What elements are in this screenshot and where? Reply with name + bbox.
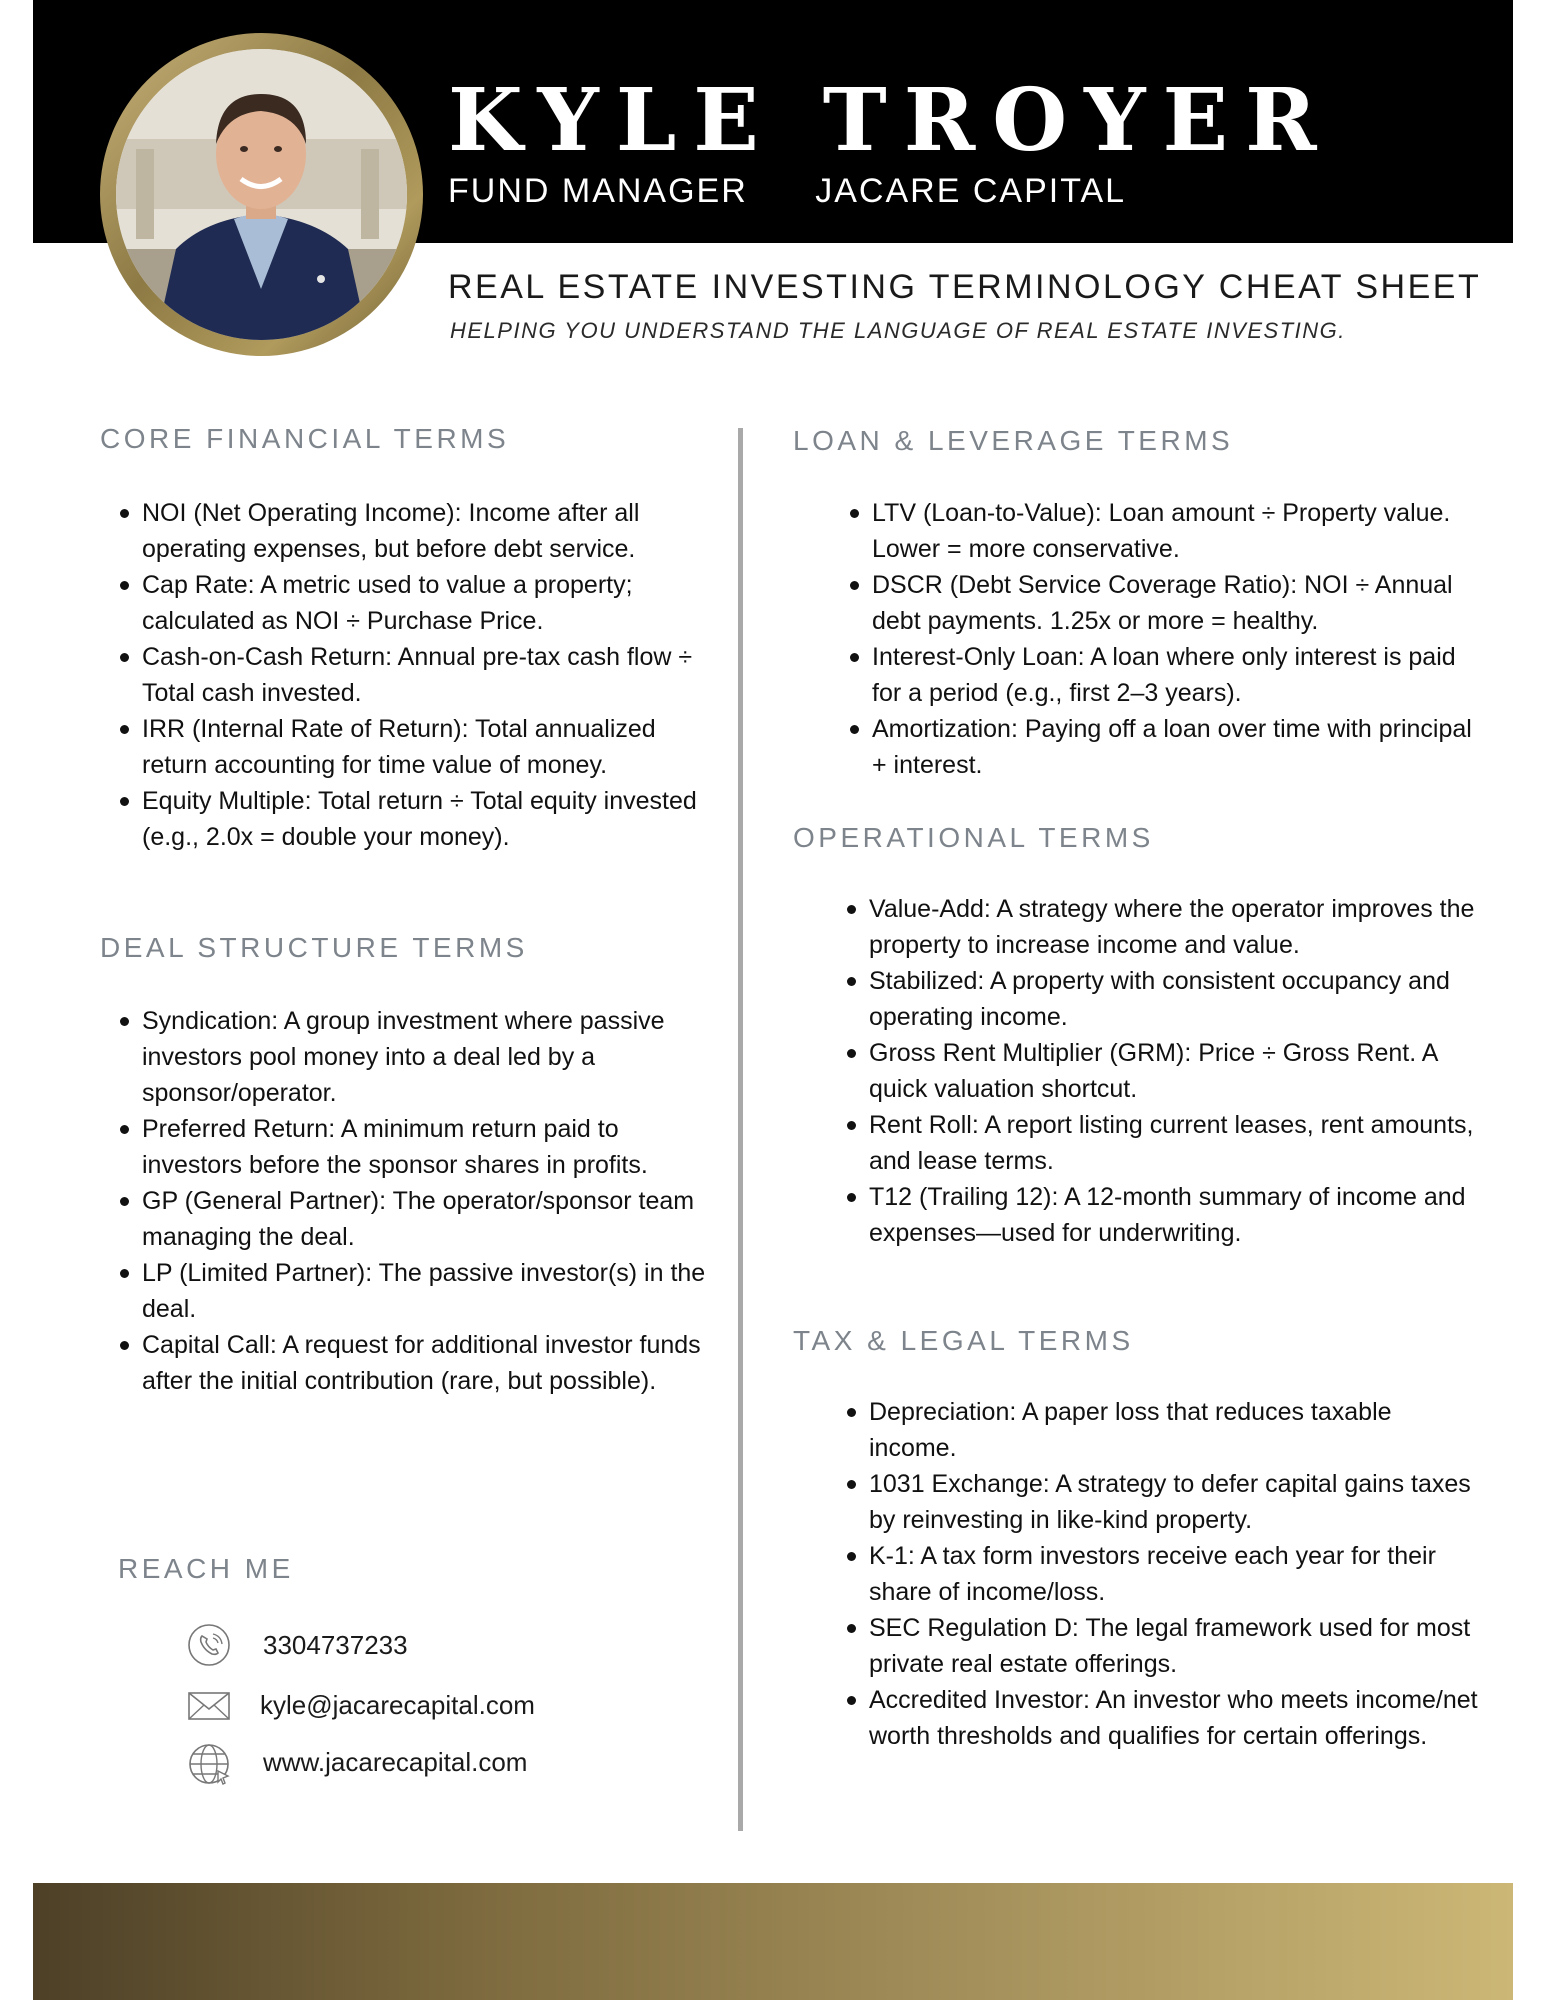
list-item: LTV (Loan-to-Value): Loan amount ÷ Property value. Lower = more conservative. — [848, 495, 1488, 567]
section-title-core-financial: CORE FINANCIAL TERMS — [100, 423, 510, 454]
phone-icon — [186, 1622, 232, 1668]
deal-structure-list — [118, 1003, 723, 1399]
operational-list — [845, 891, 1495, 1251]
list-item: 1031 Exchange: A strategy to defer capital gains taxes by reinvesting in like-kind property. — [845, 1466, 1485, 1538]
mail-icon — [186, 1683, 232, 1729]
email-address[interactable]: kyle@jacarecapital.com — [260, 1690, 535, 1720]
list-item: Stabilized: A property with consistent occupancy and operating income. — [845, 963, 1495, 1035]
list-item: Depreciation: A paper loss that reduces taxable income. — [845, 1394, 1485, 1466]
phone-number[interactable]: 3304737233 — [263, 1630, 408, 1660]
list-item: Rent Roll: A report listing current leases, rent amounts, and lease terms. — [845, 1107, 1495, 1179]
list-item: LP (Limited Partner): The passive investor(s) in the deal. — [118, 1255, 723, 1327]
list-item: K-1: A tax form investors receive each year for their share of income/loss. — [845, 1538, 1485, 1610]
section-title-operational: OPERATIONAL TERMS — [793, 822, 1154, 853]
loan-leverage-list — [848, 495, 1488, 783]
section-title-reach-me: REACH ME — [118, 1553, 294, 1584]
list-item: Preferred Return: A minimum return paid to investors before the sponsor shares in profits. — [118, 1111, 723, 1183]
list-item: DSCR (Debt Service Coverage Ratio): NOI ÷ Annual debt payments. 1.25x or more = healthy. — [848, 567, 1488, 639]
section-title-tax-legal: TAX & LEGAL TERMS — [793, 1325, 1134, 1356]
contact-email-row[interactable] — [186, 1683, 232, 1729]
list-item: SEC Regulation D: The legal framework used for most private real estate offerings. — [845, 1610, 1485, 1682]
list-item: Capital Call: A request for additional investor funds after the initial contribution (rare, but possible). — [118, 1327, 723, 1399]
contact-phone-row[interactable] — [186, 1622, 232, 1668]
footer-band — [33, 1883, 1513, 2000]
column-divider — [738, 428, 743, 1831]
page-title: REAL ESTATE INVESTING TERMINOLOGY CHEAT SHEET — [448, 268, 1482, 306]
list-item: Cash-on-Cash Return: Annual pre-tax cash flow ÷ Total cash invested. — [118, 639, 723, 711]
profile-photo-ring — [100, 33, 423, 356]
list-item: T12 (Trailing 12): A 12-month summary of income and expenses—used for underwriting. — [845, 1179, 1495, 1251]
role-line — [448, 172, 1126, 211]
tax-legal-list — [845, 1394, 1485, 1754]
core-financial-list — [118, 495, 723, 855]
list-item: Amortization: Paying off a loan over time with principal + interest. — [848, 711, 1488, 783]
list-item: Syndication: A group investment where passive investors pool money into a deal led by a sponsor/operator. — [118, 1003, 723, 1111]
list-item: Cap Rate: A metric used to value a property; calculated as NOI ÷ Purchase Price. — [118, 567, 723, 639]
website-url[interactable]: www.jacarecapital.com — [263, 1747, 528, 1777]
contact-website-row[interactable] — [188, 1741, 234, 1787]
list-item: Gross Rent Multiplier (GRM): Price ÷ Gross Rent. A quick valuation shortcut. — [845, 1035, 1495, 1107]
list-item: Equity Multiple: Total return ÷ Total equity invested (e.g., 2.0x = double your money). — [118, 783, 723, 855]
list-item: GP (General Partner): The operator/sponsor team managing the deal. — [118, 1183, 723, 1255]
person-name: KYLE TROYER — [448, 70, 1334, 171]
list-item: Accredited Investor: An investor who meets income/net worth thresholds and qualifies for certain offerings. — [845, 1682, 1485, 1754]
section-title-deal-structure: DEAL STRUCTURE TERMS — [100, 932, 528, 963]
job-title: FUND MANAGER — [448, 172, 748, 210]
list-item: Value-Add: A strategy where the operator improves the property to increase income and value. — [845, 891, 1495, 963]
list-item: Interest-Only Loan: A loan where only interest is paid for a period (e.g., first 2–3 years). — [848, 639, 1488, 711]
globe-icon — [188, 1741, 234, 1787]
profile-photo — [116, 49, 407, 340]
company-name: JACARE CAPITAL — [815, 172, 1127, 210]
section-title-loan-leverage: LOAN & LEVERAGE TERMS — [793, 425, 1234, 456]
list-item: NOI (Net Operating Income): Income after all operating expenses, but before debt service. — [118, 495, 723, 567]
list-item: IRR (Internal Rate of Return): Total annualized return accounting for time value of money. — [118, 711, 723, 783]
page-subtitle: HELPING YOU UNDERSTAND THE LANGUAGE OF REAL ESTATE INVESTING. — [450, 318, 1346, 343]
